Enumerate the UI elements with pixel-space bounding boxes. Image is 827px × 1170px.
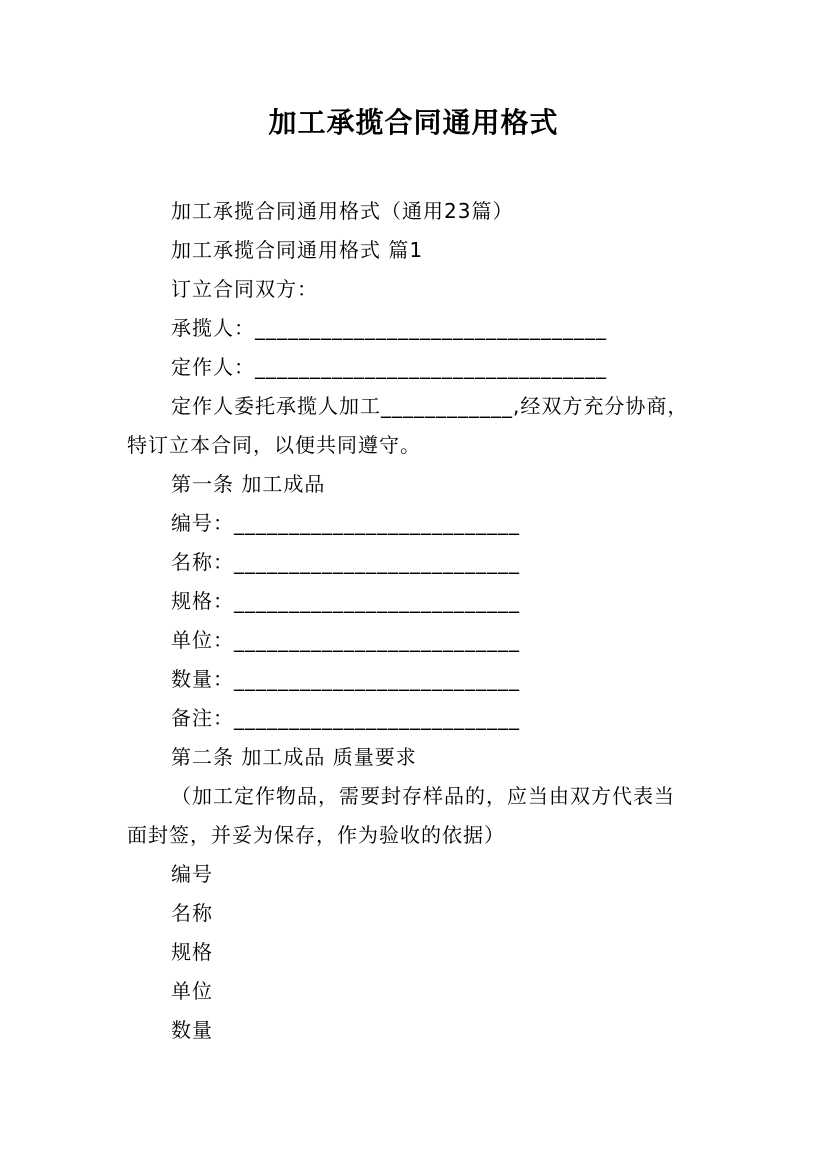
article-heading: 第一条 加工成品 (171, 472, 326, 496)
list-item: 数量 (171, 1018, 213, 1042)
list-item: 编号 (171, 862, 213, 886)
number-field: 编号：__________________________ (171, 511, 520, 535)
orderer-field: 定作人：________________________________ (171, 355, 607, 379)
paragraph: 特订立本合同，以便共同遵守。 (127, 433, 421, 457)
name-field: 名称：__________________________ (171, 550, 520, 574)
document-subtitle: 加工承揽合同通用格式（通用23篇） (171, 199, 514, 223)
remarks-field: 备注：__________________________ (171, 706, 520, 730)
list-item: 规格 (171, 940, 213, 964)
paragraph: 订立合同双方： (171, 277, 318, 301)
paragraph: （加工定作物品，需要封存样品的，应当由双方代表当 (171, 784, 675, 808)
quantity-field: 数量：__________________________ (171, 667, 520, 691)
list-item: 单位 (171, 979, 213, 1003)
contractor-field: 承揽人：________________________________ (171, 316, 607, 340)
article-heading: 第二条 加工成品 质量要求 (171, 745, 417, 769)
document-title: 加工承揽合同通用格式 (268, 106, 559, 139)
paragraph: 定作人委托承揽人加工____________,经双方充分协商， (171, 394, 689, 418)
paragraph: 面封签，并妥为保存，作为验收的依据） (127, 823, 505, 847)
spec-field: 规格：__________________________ (171, 589, 520, 613)
section-heading: 加工承揽合同通用格式 篇1 (171, 238, 424, 262)
unit-field: 单位：__________________________ (171, 628, 520, 652)
list-item: 名称 (171, 901, 213, 925)
